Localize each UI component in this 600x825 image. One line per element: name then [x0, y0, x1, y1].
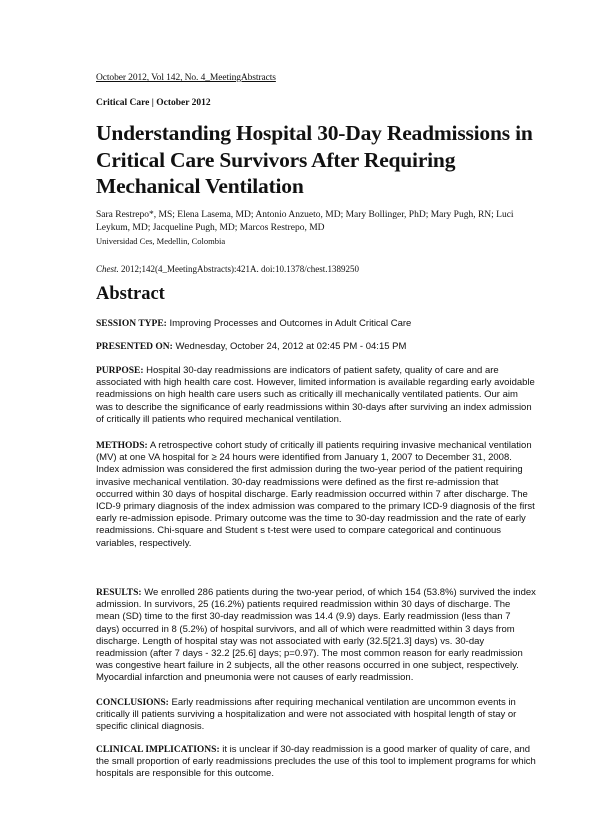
- conclusions-text: Early readmissions after requiring mechanical ventilation are uncommon events in critically ill patients surviving a hospitalization and were not associated with hospital length of stay or specific clinical diagnosis.: [96, 697, 517, 733]
- conclusions-paragraph: [96, 697, 536, 734]
- clinical-implications-label: CLINICAL IMPLICATIONS:: [96, 745, 220, 755]
- session-type-label: SESSION TYPE:: [96, 319, 167, 329]
- clinical-implications-paragraph: [96, 744, 536, 781]
- journal-issue-link[interactable]: October 2012, Vol 142, No. 4_MeetingAbstracts: [96, 73, 276, 83]
- citation-details: 2012;142(4_MeetingAbstracts):421A. doi:10.1378/chest.1389250: [118, 264, 359, 274]
- author-list: Sara Restrepo*, MS; Elena Lasema, MD; Antonio Anzueto, MD; Mary Bollinger, PhD; Mary Pugh, RN; Luci Leykum, MD; Jacqueline Pugh, MD; Marcos Restrepo, MD: [96, 210, 514, 233]
- session-type-text: Improving Processes and Outcomes in Adult Critical Care: [166, 318, 412, 329]
- abstract-heading: Abstract: [96, 284, 165, 304]
- conclusions-label: CONCLUSIONS:: [96, 698, 169, 708]
- presented-on-label: PRESENTED ON:: [96, 342, 173, 352]
- purpose-paragraph: [96, 365, 536, 426]
- session-type-paragraph: [96, 318, 536, 330]
- section-breadcrumb: Critical Care | October 2012: [96, 98, 211, 108]
- presented-on-text: Wednesday, October 24, 2012 at 02:45 PM - 04:15 PM: [172, 341, 407, 352]
- results-text: We enrolled 286 patients during the two-year period, of which 154 (53.8%) survived the index admission. In survivors, 25 (16.2%) patients required readmission within 30 days of discharge. The mean (SD) time to the first 30-day readmission was 14.4 (9.9) days. Early readmission (less than 7 days) occurred in 8 (5.2%) of hospital survivors, and all of which were readmitted within 3 days from discharge. Length of hospital stay was not associated with early (32.5[21.3] days) vs. 30-day readmission (after 7 days - 32.2 [25.6] days; p=0.97). The most common reason for early readmission was congestive heart failure in 2 subjects, all the other reasons occurred in one subject, respectively. Myocardial infarction and pneumonia were not causes of early readmission.: [96, 587, 536, 684]
- presented-on-paragraph: [96, 341, 536, 353]
- clinical-implications-text: it is unclear if 30-day readmission is a good marker of quality of care, and the small proportion of early readmissions precludes the use of this tool to implement programs for which hospitals are responsible for this outcome.: [96, 744, 536, 780]
- methods-paragraph: [96, 440, 536, 550]
- results-paragraph: [96, 587, 536, 685]
- citation-journal: Chest.: [96, 264, 119, 274]
- purpose-label: PURPOSE:: [96, 366, 144, 376]
- purpose-text: Hospital 30-day readmissions are indicators of patient safety, quality of care and are associated with high health care cost. However, limited information is available regarding early avoidable readmissions on high health care users such as critically ill mechanically ventilated patients. Our aim was to describe the significance of early readmissions within 30-days after surviving an index admission of critically ill patients who required mechanical ventilation.: [96, 365, 535, 425]
- affiliation: Universidad Ces, Medellin, Colombia: [96, 236, 226, 246]
- citation: [96, 264, 359, 274]
- results-label: RESULTS:: [96, 588, 142, 598]
- methods-text: A retrospective cohort study of critically ill patients requiring invasive mechanical ventilation (MV) at one VA hospital for ≥ 24 hours were identified from January 1, 2007 to December 31, 2008. Index admission was considered the first admission during the two-year period of the patient requiring invasive mechanical ventilation. 30-day readmissions were defined as the first re-admission that occurred within 30 days of hospital discharge. Early readmission occurred within 7 after discharge. The ICD-9 primary diagnosis of the index admission was compared to the primary ICD-9 diagnosis of the first early re-admission episode. Primary outcome was the time to 30-day readmission and the rate of early readmissions. Chi-square and Student s t-test were used to compare categorical and continuous variables, respectively.: [96, 440, 535, 549]
- methods-label: METHODS:: [96, 441, 148, 451]
- article-title: Understanding Hospital 30-Day Readmissions in Critical Care Survivors After Requiring Mechanical Ventilation: [96, 121, 533, 198]
